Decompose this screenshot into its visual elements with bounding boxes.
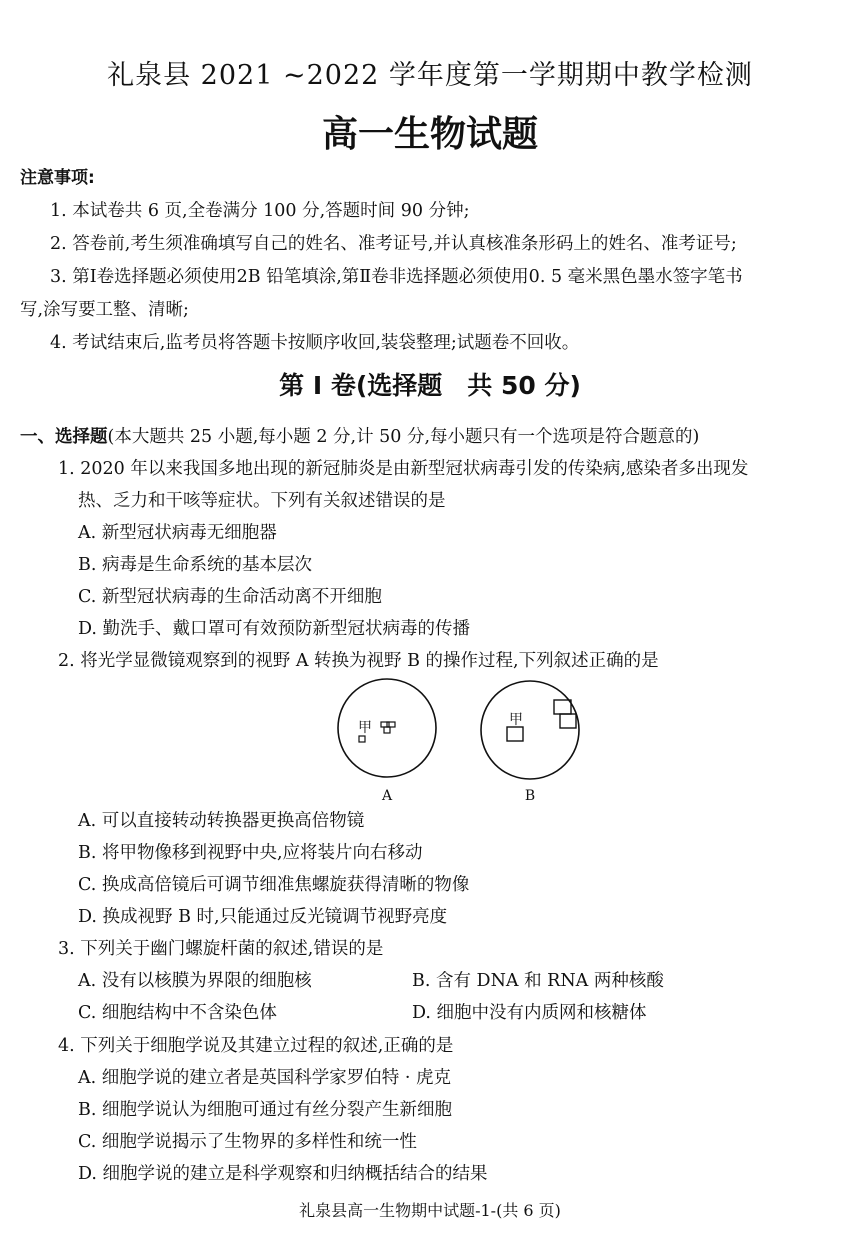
field-a-square-top-right [387,722,395,727]
question-2-option-a: A. 可以直接转动转换器更换高倍物镜 [78,811,365,831]
question-3-option-d: D. 细胞中没有内质网和核糖体 [412,1003,647,1023]
note-item-1: 1. 本试卷共 6 页,全卷满分 100 分,答题时间 90 分钟; [50,201,470,221]
microscope-fields-diagram [330,678,590,806]
note-item-3: 3. 第Ⅰ卷选择题必须使用2B 铅笔填涂,第Ⅱ卷非选择题必须使用0. 5 毫米黑色墨水签字笔书 [50,267,743,287]
field-b-circle [481,681,579,779]
field-b-square-top [554,700,571,714]
field-b-label: B [524,788,536,804]
question-3-option-b: B. 含有 DNA 和 RNA 两种核酸 [412,971,664,991]
field-a-circle [338,679,436,777]
exam-subject-title: 高一生物试题 [321,114,538,155]
field-a [338,679,436,804]
question-2-option-d: D. 换成视野 B 时,只能通过反光镜调节视野亮度 [78,907,448,927]
part-label: 一、选择题 [20,427,108,447]
field-a-specimen-label: 甲 [358,720,372,736]
question-3-stem: 3. 下列关于幽门螺旋杆菌的叙述,错误的是 [58,939,384,959]
field-a-label: A [381,788,393,804]
question-3-option-a: A. 没有以核膜为界限的细胞核 [78,971,312,991]
question-2-option-b: B. 将甲物像移到视野中央,应将装片向右移动 [78,843,423,863]
field-a-square-bottom [384,727,390,733]
part-description: (本大题共 25 小题,每小题 2 分,计 50 分,每小题只有一个选项是符合题意的) [107,427,700,447]
note-item-4: 4. 考试结束后,监考员将答题卡按顺序收回,装袋整理;试题卷不回收。 [50,333,580,353]
question-4-stem: 4. 下列关于细胞学说及其建立过程的叙述,正确的是 [58,1036,454,1056]
question-1-option-a: A. 新型冠状病毒无细胞器 [78,523,277,543]
page-footer: 礼泉县高一生物期中试题-1-(共 6 页) [299,1201,561,1220]
question-2-stem: 2. 将光学显微镜观察到的视野 A 转换为视野 B 的操作过程,下列叙述正确的是 [58,651,659,671]
field-b-large-square [507,727,523,741]
question-4-option-a: A. 细胞学说的建立者是英国科学家罗伯特 · 虎克 [78,1068,451,1088]
question-4-option-b: B. 细胞学说认为细胞可通过有丝分裂产生新细胞 [78,1100,452,1120]
note-item-2: 2. 答卷前,考生须准确填写自己的姓名、准考证号,并认真核准条形码上的姓名、准考证号; [50,234,737,254]
question-2-option-c: C. 换成高倍镜后可调节细准焦螺旋获得清晰的物像 [78,875,470,895]
question-1-option-d: D. 勤洗手、戴口罩可有效预防新型冠状病毒的传播 [78,619,471,639]
question-1-stem: 1. 2020 年以来我国多地出现的新冠肺炎是由新型冠状病毒引发的传染病,感染者多出现发 [58,459,749,479]
notes-heading: 注意事项: [20,168,95,188]
note-item-3-cont: 写,涂写要工整、清晰; [20,300,189,320]
question-1-stem-cont: 热、乏力和干咳等症状。下列有关叙述错误的是 [78,491,446,511]
field-b [481,681,579,804]
field-a-square-top-left [381,722,389,727]
field-b-square-bottom [560,714,576,728]
field-a-small-square [359,736,365,742]
section-heading: 第 Ⅰ 卷(选择题 共 50 分) [279,371,581,400]
question-4-option-c: C. 细胞学说揭示了生物界的多样性和统一性 [78,1132,417,1152]
part-instructions [20,424,699,450]
exam-title: 礼泉县 2021 ~2022 学年度第一学期期中教学检测 [107,60,753,91]
question-1-option-c: C. 新型冠状病毒的生命活动离不开细胞 [78,587,382,607]
question-3-option-c: C. 细胞结构中不含染色体 [78,1003,277,1023]
question-1-option-b: B. 病毒是生命系统的基本层次 [78,555,312,575]
question-4-option-d: D. 细胞学说的建立是科学观察和归纳概括结合的结果 [78,1164,488,1184]
field-b-specimen-label: 甲 [509,712,523,728]
